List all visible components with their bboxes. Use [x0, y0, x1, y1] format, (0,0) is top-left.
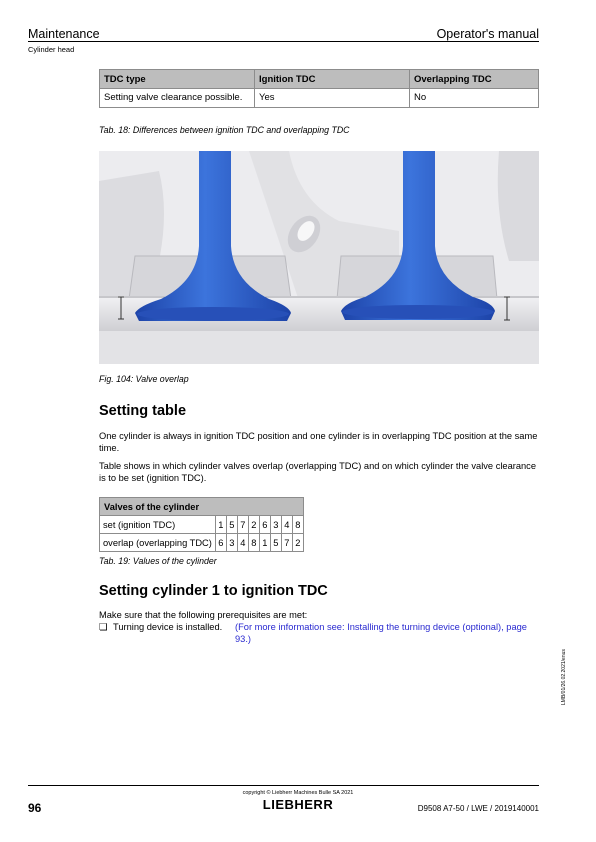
table-caption: Tab. 19: Values of the cylinder [99, 556, 217, 566]
checkbox-icon: ❏ [99, 622, 108, 632]
table-cell: 4 [281, 516, 292, 534]
table-cell: 6 [259, 516, 270, 534]
valve-illustration [99, 151, 539, 364]
paragraph: Table shows in which cylinder valves overlap (overlapping TDC) and on which cylinder the valve clearance is to be set (ignition TDC). [99, 461, 536, 483]
section-heading-cylinder1: Setting cylinder 1 to ignition TDC [99, 583, 328, 599]
table-cell: Yes [255, 89, 410, 108]
table-header-cell: Overlapping TDC [410, 70, 539, 89]
document-code: LMB/01/26.02.2021/enus [561, 649, 567, 705]
table-cell: 1 [259, 534, 270, 552]
table-header-cell: TDC type [100, 70, 255, 89]
table-cell: 7 [237, 516, 248, 534]
table-cell: 2 [248, 516, 259, 534]
table-row [100, 534, 304, 552]
paragraph: Make sure that the following prerequisites are met: [99, 610, 308, 620]
copyright: copyright © Liebherr Machines Bulle SA 2021 [242, 790, 354, 796]
cylinder-values-table [99, 497, 304, 552]
subsection-title: Cylinder head [28, 45, 75, 54]
table-cell: 7 [281, 534, 292, 552]
table-caption: Tab. 18: Differences between ignition TDC and overlapping TDC [99, 125, 350, 135]
table-cell: overlap (overlapping TDC) [100, 534, 216, 552]
table-cell: set (ignition TDC) [100, 516, 216, 534]
paragraph: One cylinder is always in ignition TDC position and one cylinder is in overlapping TDC position at the same time. [99, 431, 538, 453]
table-cell: 3 [226, 534, 237, 552]
table-header-row [100, 498, 304, 516]
figure-caption: Fig. 104: Valve overlap [99, 374, 189, 384]
prerequisite-link[interactable] [235, 621, 535, 645]
header-rule [28, 41, 539, 42]
liebherr-logo: LIEBHERR [262, 797, 334, 812]
table-cell: 3 [270, 516, 281, 534]
valve-overlap-figure [99, 151, 539, 364]
table-cell: 5 [226, 516, 237, 534]
table-cell: Setting valve clearance possible. [100, 89, 255, 108]
document-reference: D9508 A7-50 / LWE / 2019140001 [417, 804, 539, 813]
page-number: 96 [28, 801, 42, 815]
table-cell: 1 [215, 516, 226, 534]
link-text[interactable]: (For more information see: Installing the turning device (optional), page 93.) [235, 622, 527, 644]
prerequisite-text: Turning device is installed. [113, 622, 223, 632]
table-cell: 6 [215, 534, 226, 552]
section-heading-setting-table: Setting table [99, 403, 187, 419]
tdc-differences-table [99, 69, 539, 108]
footer-rule [28, 785, 539, 786]
table-header-cell: Valves of the cylinder [100, 498, 304, 516]
table-cell: No [410, 89, 539, 108]
table-cell: 4 [237, 534, 248, 552]
table-cell: 8 [292, 516, 303, 534]
table-cell: 8 [248, 534, 259, 552]
table-cell: 5 [270, 534, 281, 552]
table-cell: 2 [292, 534, 303, 552]
table-row [100, 89, 539, 108]
table-row [100, 516, 304, 534]
section-title: Maintenance [28, 27, 100, 41]
manual-title: Operator's manual [436, 27, 539, 41]
table-header-cell: Ignition TDC [255, 70, 410, 89]
table-header-row [100, 70, 539, 89]
